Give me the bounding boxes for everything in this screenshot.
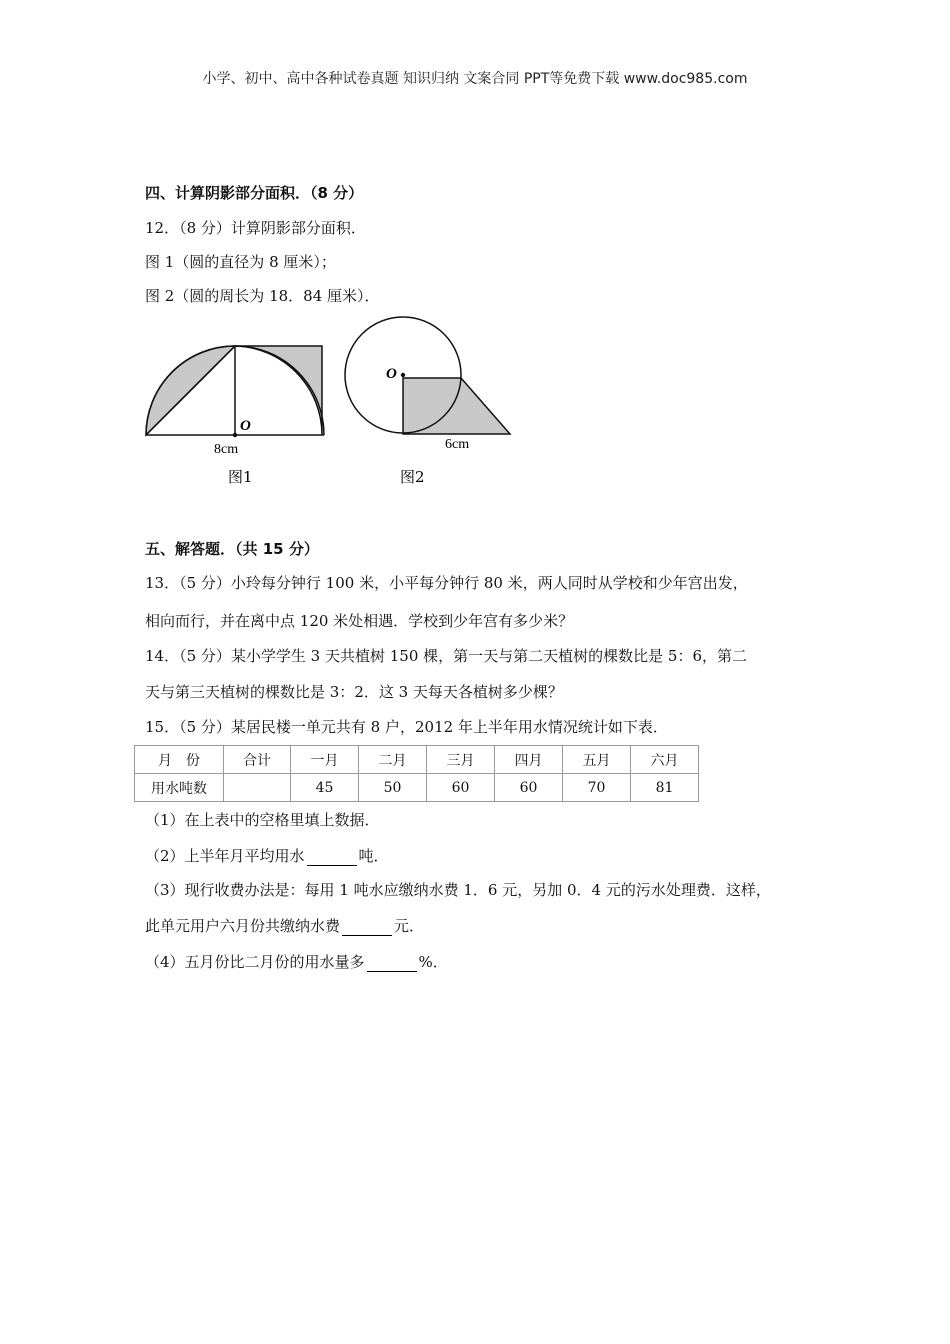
q15-sub-3-line-1: （3）现行收费办法是：每用 1 吨水应缴纳水费 1．6 元，另加 0．4 元的污水处理费．这样， [145, 881, 771, 899]
q15-sub-2-text: （2）上半年月平均用水 [145, 847, 305, 865]
fig2-dimension-label: 6cm [445, 437, 470, 452]
fig1-dimension-label: 8cm [214, 442, 239, 457]
table-cell: 45 [291, 774, 359, 802]
table-header-cell: 一月 [291, 746, 359, 774]
table-header-cell: 三月 [427, 746, 495, 774]
answer-blank [342, 921, 392, 936]
table-header-cell: 二月 [359, 746, 427, 774]
table-cell: 60 [427, 774, 495, 802]
q15-sub-4-unit: %． [418, 953, 448, 971]
q14-line-1: 14．（5 分）某小学学生 3 天共植树 150 棵，第一天与第二天植树的棵数比是 5：6，第二 [145, 647, 748, 665]
table-cell-total [224, 774, 291, 802]
answer-blank [307, 851, 357, 866]
fig1-caption: 图1 [228, 468, 253, 486]
table-cell: 81 [631, 774, 699, 802]
q15-sub-4 [145, 951, 448, 972]
fig1-center-label: O [240, 418, 251, 434]
q13-line-1: 13．（5 分）小玲每分钟行 100 米，小平每分钟行 80 米，两人同时从学校和少年宫出发， [145, 574, 748, 592]
fig2-center-label: O [386, 366, 397, 382]
q15-sub-3-unit: 元． [394, 917, 425, 935]
section-5-title: 五、解答题．（共 15 分） [145, 540, 319, 558]
table-header-cell: 六月 [631, 746, 699, 774]
table-header-cell: 五月 [563, 746, 631, 774]
q15-sub-4-text: （4）五月份比二月份的用水量多 [145, 953, 365, 971]
q15-sub-3-line-2 [145, 915, 424, 936]
q14-line-2: 天与第三天植树的棵数比是 3：2．这 3 天每天各植树多少棵？ [145, 683, 563, 701]
table-cell: 60 [495, 774, 563, 802]
table-cell: 70 [563, 774, 631, 802]
table-header-cell: 合计 [224, 746, 291, 774]
table-header-cell: 四月 [495, 746, 563, 774]
q12-line-3: 图 2（圆的周长为 18．84 厘米）． [145, 287, 380, 305]
table-cell: 50 [359, 774, 427, 802]
q15-sub-3-text: 此单元用户六月份共缴纳水费 [145, 917, 341, 935]
table-row [135, 774, 699, 802]
table-header-row [135, 746, 699, 774]
water-usage-table [134, 745, 699, 802]
table-header-cell: 月 份 [135, 746, 224, 774]
table-row-label: 用水吨数 [135, 774, 224, 802]
section-4-title: 四、计算阴影部分面积．（8 分） [145, 184, 364, 202]
q15-sub-2 [145, 845, 389, 866]
q15-sub-2-unit: 吨． [358, 847, 389, 865]
q15-intro: 15．（5 分）某居民楼一单元共有 8 户，2012 年上半年用水情况统计如下表． [145, 718, 668, 736]
page-header: 小学、初中、高中各种试卷真题 知识归纳 文案合同 PPT等免费下载 www.doc985.com [202, 71, 748, 87]
fig2-caption: 图2 [400, 468, 425, 486]
answer-blank [367, 957, 417, 972]
q12-line-1: 12．（8 分）计算阴影部分面积． [145, 219, 366, 237]
figure-1 [140, 340, 330, 490]
q12-line-2: 图 1（圆的直径为 8 厘米）； [145, 253, 336, 271]
q15-sub-1: （1）在上表中的空格里填上数据． [145, 811, 380, 829]
figure-2 [340, 312, 520, 492]
fig2-shaded-trapezoid [403, 378, 510, 434]
q13-line-2: 相向而行，并在离中点 120 米处相遇．学校到少年宫有多少米？ [145, 612, 574, 630]
fig1-center-dot [233, 433, 237, 437]
fig2-center-dot [401, 373, 405, 377]
